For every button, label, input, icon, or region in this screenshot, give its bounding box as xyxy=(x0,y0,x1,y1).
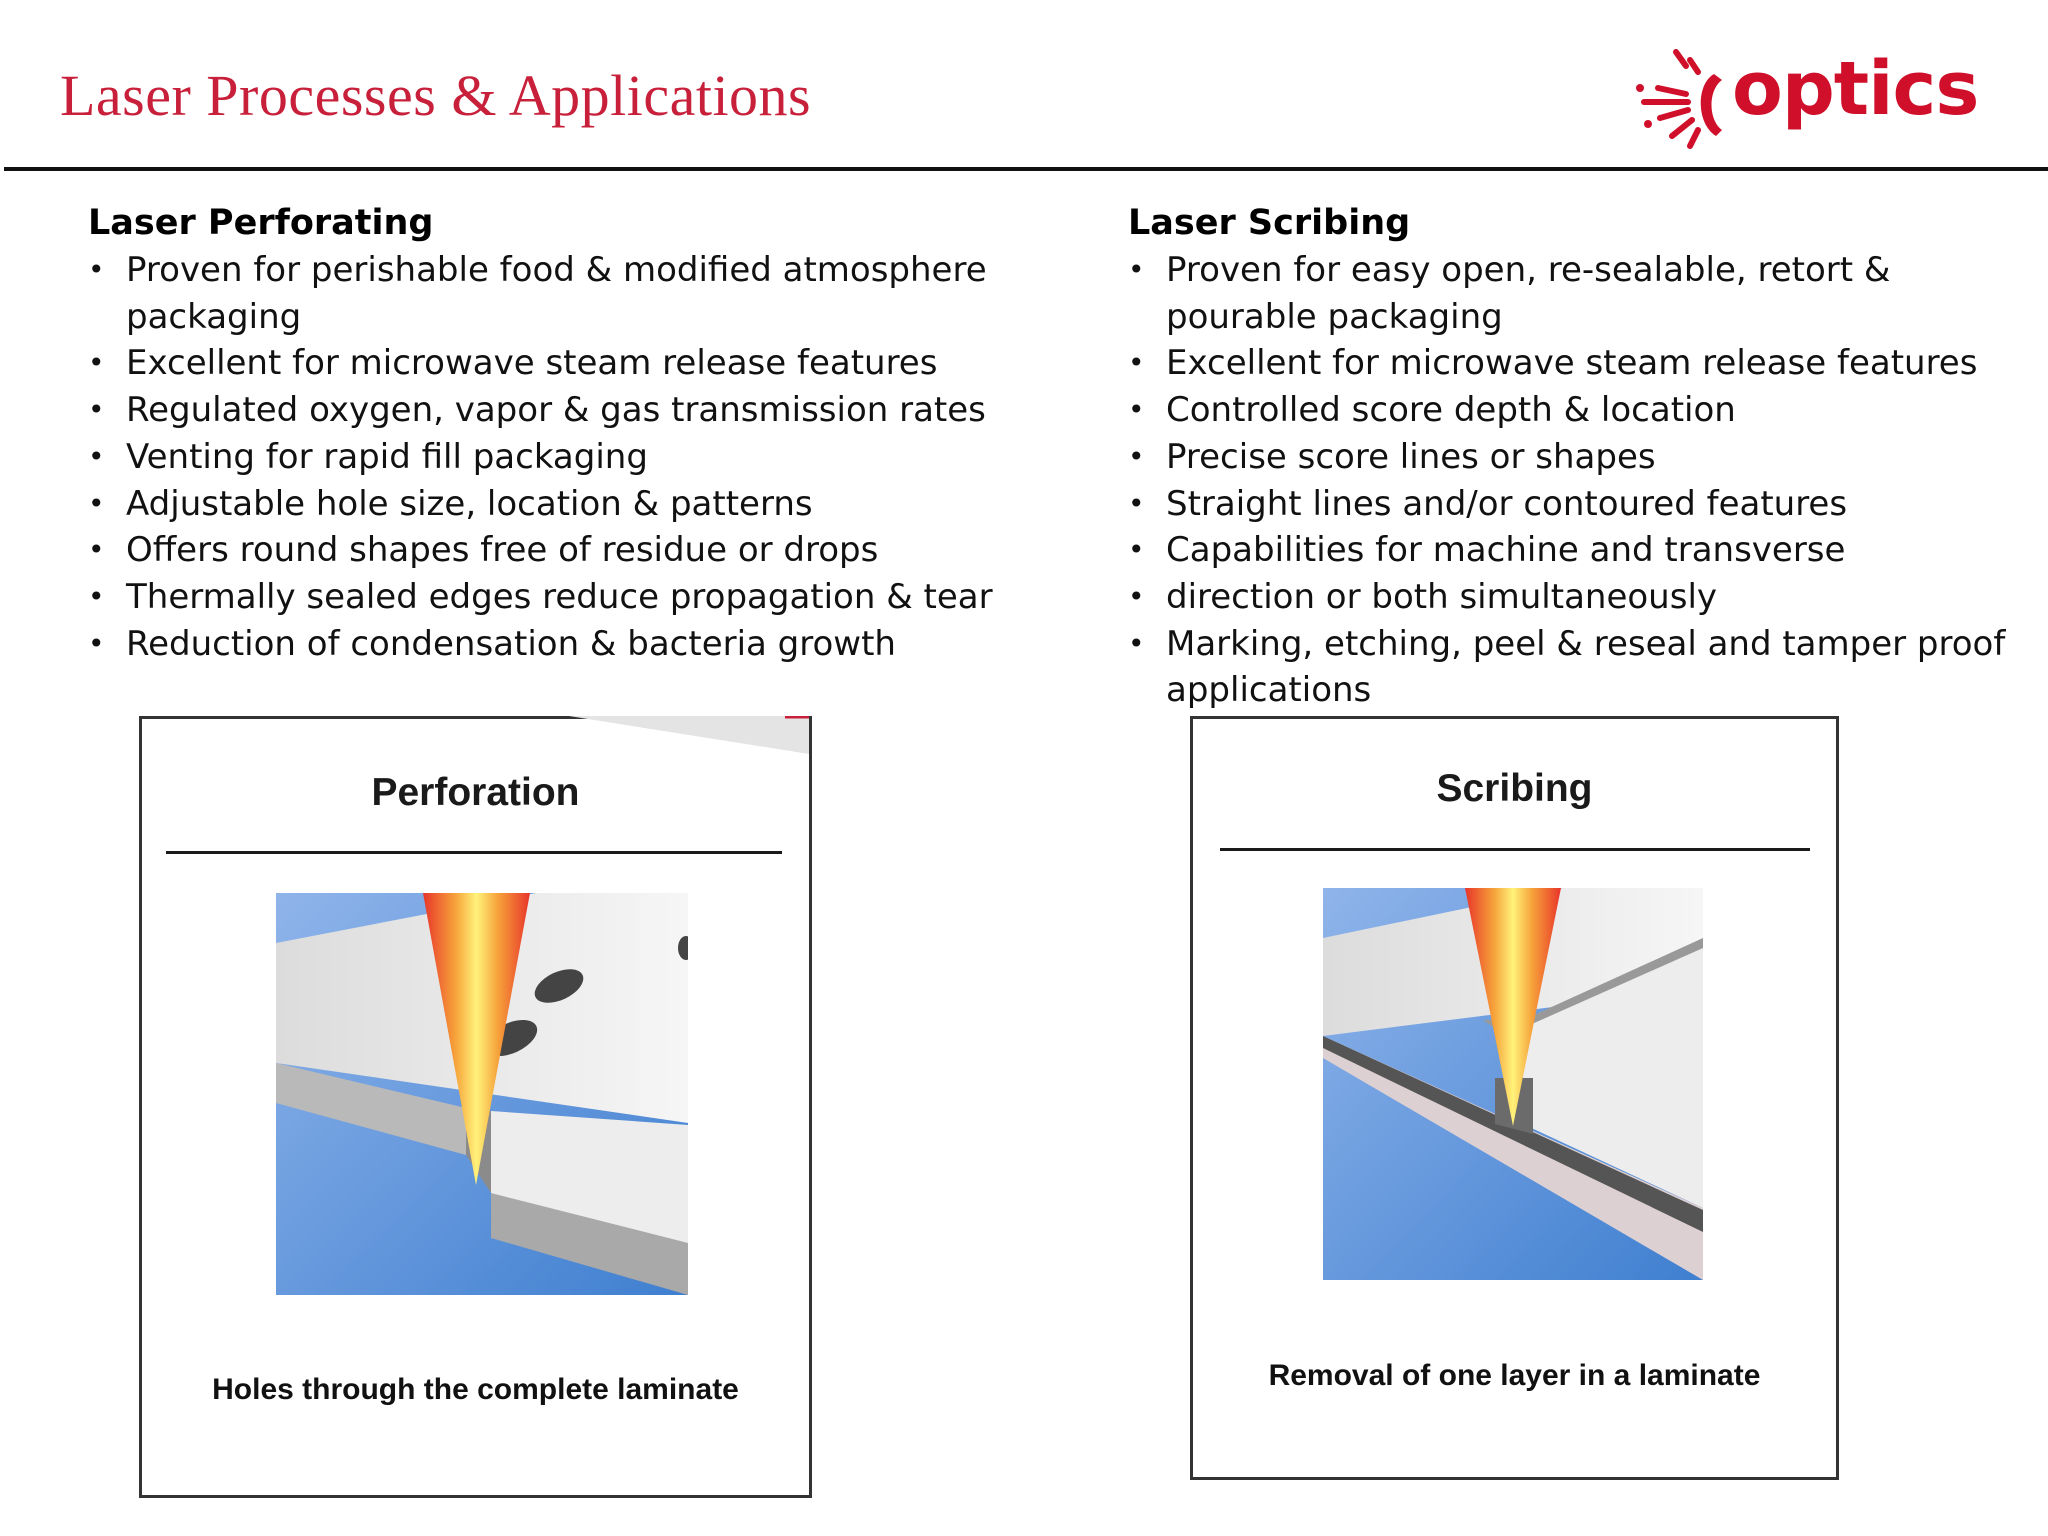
list-item xyxy=(1128,434,2028,481)
perforation-figure xyxy=(139,716,812,1498)
list-item-text: Proven for perishable food & modified atmosphere packaging xyxy=(126,250,987,337)
list-item xyxy=(88,340,1048,387)
list-item-text: Excellent for microwave steam release features xyxy=(126,343,938,384)
list-item xyxy=(88,574,1048,621)
bullet-icon: • xyxy=(88,533,105,567)
laser-burst-icon xyxy=(1636,44,1736,156)
list-item xyxy=(1128,387,2028,434)
header-divider xyxy=(4,167,2048,171)
perforation-illustration xyxy=(276,893,688,1295)
figure-caption: Holes through the complete laminate xyxy=(212,1373,739,1406)
bullet-list xyxy=(1128,247,2028,714)
bullet-icon: • xyxy=(88,393,105,427)
bullet-icon: • xyxy=(1128,533,1145,567)
scribing-illustration xyxy=(1323,888,1703,1280)
list-item xyxy=(88,481,1048,528)
list-item xyxy=(88,527,1048,574)
list-item-text: direction or both simultaneously xyxy=(1166,576,1718,617)
list-item-text: Regulated oxygen, vapor & gas transmission rates xyxy=(126,390,986,431)
list-item-text: Thermally sealed edges reduce propagation & tear xyxy=(126,576,993,617)
bullet-icon: • xyxy=(88,346,105,380)
list-item xyxy=(1128,481,2028,528)
bullet-icon: • xyxy=(1128,626,1145,660)
figure-corner-decoration xyxy=(569,716,809,756)
laser-scribing-section xyxy=(1128,200,2028,714)
list-item-text: Straight lines and/or contoured features xyxy=(1166,483,1848,524)
list-item-text: Capabilities for machine and transverse xyxy=(1166,530,1846,571)
laser-perforating-section xyxy=(88,200,1048,667)
bullet-icon: • xyxy=(1128,253,1145,286)
list-item-text: Adjustable hole size, location & patterns xyxy=(126,483,813,524)
list-item-text: Reduction of condensation & bacteria growth xyxy=(126,623,896,664)
bullet-icon: • xyxy=(88,439,105,473)
bullet-list xyxy=(88,247,1048,667)
scribing-figure xyxy=(1190,716,1839,1480)
list-item xyxy=(1128,340,2028,387)
company-logo xyxy=(1636,44,1979,156)
list-item-text: Precise score lines or shapes xyxy=(1166,436,1656,477)
section-heading: Laser Perforating xyxy=(88,203,434,243)
list-item-text: Offers round shapes free of residue or drops xyxy=(126,530,879,571)
list-item-text: Controlled score depth & location xyxy=(1166,390,1736,431)
list-item xyxy=(1128,574,2028,621)
list-item-text: Marking, etching, peel & reseal and tamper proof applications xyxy=(1166,623,2006,711)
list-item xyxy=(1128,247,2028,340)
list-item-text: Proven for easy open, re-sealable, retort & pourable packaging xyxy=(1166,250,1891,337)
page-title: Laser Processes & Applications xyxy=(60,63,812,128)
figure-title: Perforation xyxy=(371,771,580,814)
bullet-icon: • xyxy=(88,626,105,660)
bullet-icon: • xyxy=(1128,486,1145,520)
bullet-icon: • xyxy=(1128,346,1145,380)
bullet-icon: • xyxy=(1128,393,1145,427)
list-item xyxy=(88,247,1048,340)
list-item xyxy=(88,621,1048,668)
figure-caption: Removal of one layer in a laminate xyxy=(1268,1359,1761,1392)
section-heading: Laser Scribing xyxy=(1128,203,1411,243)
figure-divider xyxy=(1220,848,1810,851)
list-item-text: Excellent for microwave steam release features xyxy=(1166,343,1978,384)
bullet-icon: • xyxy=(1128,439,1145,473)
list-item xyxy=(88,434,1048,481)
list-item xyxy=(1128,621,2028,714)
figure-divider xyxy=(166,851,782,854)
figure-title: Scribing xyxy=(1436,767,1593,810)
list-item-text: Venting for rapid fill packaging xyxy=(126,436,648,477)
bullet-icon: • xyxy=(88,486,105,520)
list-item xyxy=(1128,527,2028,574)
bullet-icon: • xyxy=(88,253,105,286)
bullet-icon: • xyxy=(88,579,105,613)
list-item xyxy=(88,387,1048,434)
bullet-icon: • xyxy=(1128,579,1145,613)
logo-wordmark: optics xyxy=(1732,46,1979,132)
